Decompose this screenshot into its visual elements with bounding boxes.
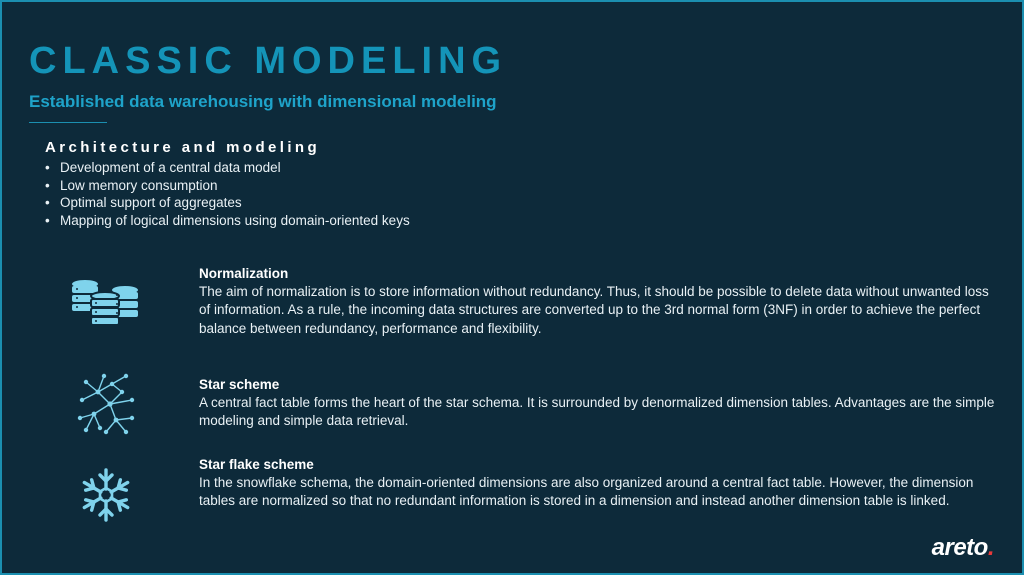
areto-logo: areto.	[931, 534, 994, 561]
snowflake-icon	[80, 467, 132, 528]
section-body: The aim of normalization is to store information without redundancy. Thus, it should be possible to delete data without unwanted loss of information. As a rule, the incoming data structures are converted up to the 3rd normal form (3NF) in order to achieve the perfect balance between redundancy, performance and flexibility.	[199, 284, 989, 336]
slide-title: CLASSIC MODELING	[29, 40, 508, 82]
section-star-scheme	[199, 376, 999, 431]
section-title: Star scheme	[199, 377, 280, 392]
section-body: A central fact table forms the heart of the star schema. It is surrounded by denormalized dimension tables. Advantages are the simple modeling and simple data retrieval.	[199, 395, 995, 429]
section-title: Normalization	[199, 266, 289, 281]
title-divider	[29, 122, 107, 123]
network-star-icon	[76, 370, 138, 441]
architecture-heading: Architecture and modeling	[45, 139, 321, 156]
bullet-item: • Optimal support of aggregates	[45, 194, 410, 212]
bullet-item: • Low memory consumption	[45, 177, 410, 195]
architecture-bullet-list	[45, 159, 410, 229]
bullet-item: • Mapping of logical dimensions using domain-oriented keys	[45, 212, 410, 230]
section-normalization	[199, 265, 999, 338]
bullet-item: • Development of a central data model	[45, 159, 410, 177]
section-body: In the snowflake schema, the domain-oriented dimensions are also organized around a central fact table. However, the dimension tables are normalized so that no redundant information is stored in a dimension and instead another dimension table is linked.	[199, 475, 974, 509]
database-stack-icon	[68, 279, 142, 336]
slide-subtitle: Established data warehousing with dimensional modeling	[29, 92, 497, 111]
section-title: Star flake scheme	[199, 457, 314, 472]
section-star-flake-scheme	[199, 456, 999, 511]
